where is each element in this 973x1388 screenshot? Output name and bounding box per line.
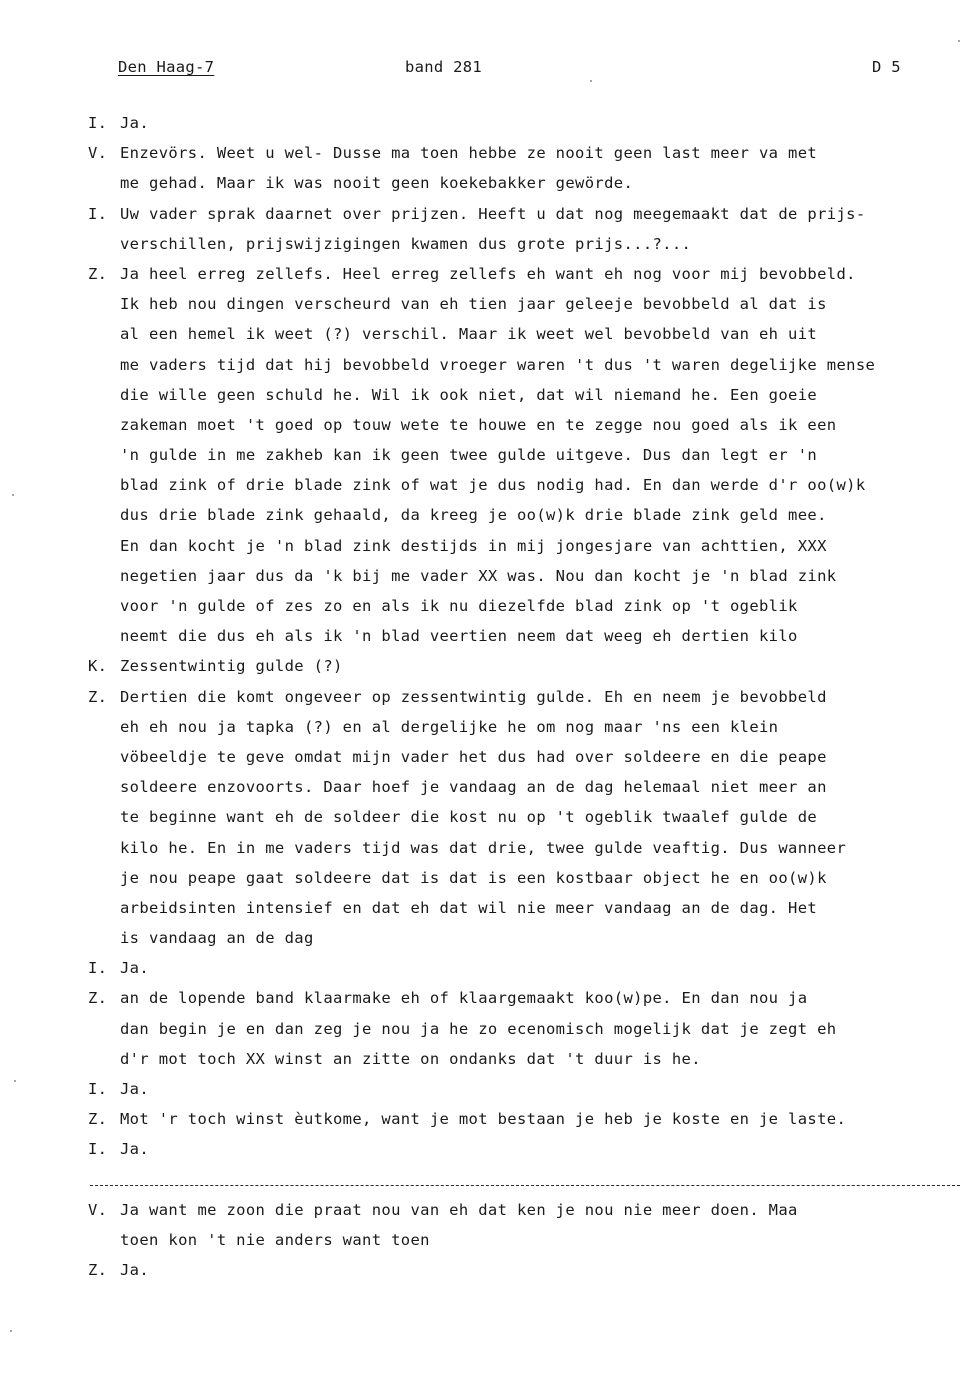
transcript-line: Ja. — [120, 1080, 150, 1099]
transcript-line: eh eh nou ja tapka (?) en al dergelijke he om nog maar 'ns een klein — [120, 717, 779, 736]
speaker-label: Z. — [88, 687, 108, 706]
utterance — [120, 1134, 968, 1164]
scan-speck — [14, 1080, 16, 1082]
speaker-label: V. — [88, 144, 108, 163]
speaker-label: I. — [88, 204, 108, 223]
speaker-label: K. — [88, 657, 108, 676]
speaker-label: I. — [88, 114, 108, 132]
transcript-line: Zessentwintig gulde (?) — [120, 657, 343, 676]
speaker-turn — [88, 1134, 968, 1164]
transcript-line: Ja. — [120, 1261, 150, 1280]
utterance — [120, 983, 968, 1074]
speaker-turn — [88, 199, 968, 259]
transcript-line: Uw vader sprak daarnet over prijzen. Heeft u dat nog meegemaakt dat de prijs- — [120, 204, 866, 223]
transcript-line: die wille geen schuld he. Wil ik ook niet, dat wil niemand he. Een goeie — [120, 385, 818, 404]
transcript-line: Dertien die komt ongeveer op zessentwintig gulde. Eh en neem je bevobbeld — [120, 687, 827, 706]
utterance — [120, 1074, 968, 1104]
transcript-line: toen kon 't nie anders want toen — [120, 1230, 430, 1249]
speaker-turn — [88, 1255, 968, 1285]
header-location: Den Haag-7 — [118, 58, 215, 76]
speaker-turn — [88, 983, 968, 1074]
scan-speck — [12, 494, 14, 496]
utterance — [120, 953, 968, 983]
utterance — [120, 108, 968, 138]
transcript-line: Enzevörs. Weet u wel- Dusse ma toen hebbe ze nooit geen last meer va met — [120, 144, 818, 163]
transcript-line: En dan kocht je 'n blad zink destijds in mij jongesjare van achttien, XXX — [120, 536, 827, 555]
transcript-line: dan begin je en dan zeg je nou ja he zo ecenomisch mogelijk dat je zegt eh — [120, 1019, 837, 1038]
transcript-line: dus drie blade zink gehaald, da kreeg je oo(w)k drie blade zink geld mee. — [120, 506, 827, 525]
header-tape-number: band 281 — [405, 58, 483, 76]
dashed-rule — [90, 1185, 960, 1186]
transcript-line: je nou peape gaat soldeere dat is dat is een kostbaar object he en oo(w)k — [120, 868, 827, 887]
speaker-turn — [88, 1104, 968, 1134]
transcript-line: blad zink of drie blade zink of wat je dus nodig had. En dan werde d'r oo(w)k — [120, 476, 866, 495]
speaker-turn — [88, 259, 968, 651]
utterance — [120, 259, 968, 651]
transcript-line: 'n gulde in me zakheb kan ik geen twee gulde uitgeve. Dus dan legt er 'n — [120, 446, 818, 465]
scan-speck — [10, 1330, 12, 1332]
transcript-line: is vandaag an de dag — [120, 929, 314, 948]
transcript-body — [88, 108, 968, 1285]
speaker-turn — [88, 953, 968, 983]
speaker-label: Z. — [88, 1110, 108, 1129]
transcript-line: Ja. — [120, 1140, 150, 1159]
speaker-label: V. — [88, 1200, 108, 1219]
transcript-line: Ja want me zoon die praat nou van eh dat ken je nou nie meer doen. Maa — [120, 1200, 798, 1219]
transcript-line: vöbeeldje te geve omdat mijn vader het dus had over soldeere en die peape — [120, 747, 827, 766]
speaker-turn — [88, 138, 968, 198]
scan-speck — [958, 40, 960, 42]
utterance — [120, 1255, 968, 1285]
transcript-line: an de lopende band klaarmake eh of klaargemaakt koo(w)pe. En dan nou ja — [120, 989, 808, 1008]
transcript-line: te beginne want eh de soldeer die kost nu op 't ogeblik twaalef gulde de — [120, 808, 818, 827]
speaker-label: Z. — [88, 264, 108, 283]
transcript-line: Ja. — [120, 959, 150, 978]
speaker-turn — [88, 108, 968, 138]
scan-speck — [590, 80, 592, 82]
transcript-line: kilo he. En in me vaders tijd was dat drie, twee gulde veaftig. Dus wanneer — [120, 838, 847, 857]
speaker-label: I. — [88, 959, 108, 978]
transcript-line: negetien jaar dus da 'k bij me vader XX was. Nou dan kocht je 'n blad zink — [120, 566, 837, 585]
speaker-label: Z. — [88, 1261, 108, 1280]
transcript-line: verschillen, prijswijzigingen kwamen dus grote prijs...?... — [120, 234, 692, 253]
transcript-line: Mot 'r toch winst èutkome, want je mot bestaan je heb je koste en je laste. — [120, 1110, 847, 1129]
transcript-line: voor 'n gulde of zes zo en als ik nu diezelfde blad zink op 't ogeblik — [120, 597, 798, 616]
speaker-label: I. — [88, 1080, 108, 1099]
speaker-turn — [88, 682, 968, 954]
transcript-line: Ja. — [120, 114, 150, 132]
utterance — [120, 682, 968, 954]
utterance — [120, 138, 968, 198]
transcript-line: me gehad. Maar ik was nooit geen koekebakker gewörde. — [120, 174, 634, 193]
speaker-turn — [88, 1195, 968, 1255]
utterance — [120, 651, 968, 681]
header-page-code: D 5 — [872, 58, 901, 76]
transcript-line: me vaders tijd dat hij bevobbeld vroeger waren 't dus 't waren degelijke mense — [120, 355, 876, 374]
utterance — [120, 1104, 968, 1134]
speaker-turn — [88, 651, 968, 681]
transcript-line: Ik heb nou dingen verscheurd van eh tien jaar geleeje bevobbeld al dat is — [120, 295, 827, 314]
transcript-line: Ja heel erreg zellefs. Heel erreg zellefs eh want eh nog voor mij bevobbeld. — [120, 264, 856, 283]
section-separator — [88, 1165, 968, 1195]
page-header — [0, 58, 973, 82]
speaker-turn — [88, 1074, 968, 1104]
utterance — [120, 199, 968, 259]
transcript-line: zakeman moet 't goed op touw wete te houwe en te zegge nou goed als ik een — [120, 415, 837, 434]
transcript-line: neemt die dus eh als ik 'n blad veertien neem dat weeg eh dertien kilo — [120, 627, 798, 646]
transcript-line: soldeere enzovoorts. Daar hoef je vandaag an de dag helemaal niet meer an — [120, 778, 827, 797]
transcript-line: d'r mot toch XX winst an zitte on ondanks dat 't duur is he. — [120, 1049, 701, 1068]
utterance — [120, 1195, 968, 1255]
transcript-line: arbeidsinten intensief en dat eh dat wil nie meer vandaag an de dag. Het — [120, 898, 818, 917]
speaker-label: Z. — [88, 989, 108, 1008]
transcript-line: al een hemel ik weet (?) verschil. Maar ik weet wel bevobbeld van eh uit — [120, 325, 818, 344]
speaker-label: I. — [88, 1140, 108, 1159]
